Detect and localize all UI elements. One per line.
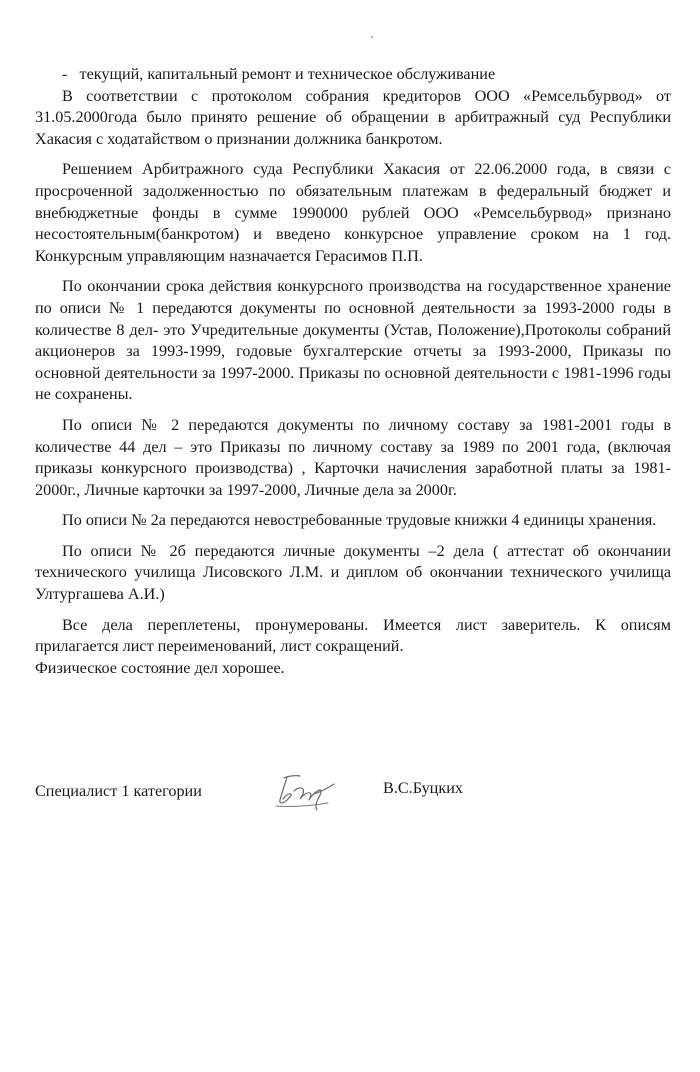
handwritten-signature (270, 770, 340, 816)
paragraph-inventory-2a: По описи № 2а передаются невостребованные трудовые книжки 4 единицы хранения. (62, 511, 657, 530)
paragraph-inventory-2b: По описи № 2б передаются личные документы –2 дела ( аттестат об окончании технического училища Лисовского Л.М. и диплом об окончании технического училища Ултургашева А.И.) (35, 541, 671, 604)
paragraph-creditors: В соответствии с протоколом собрания кредиторов ООО «Ремсельбурвод» от 31.05.2000года было принято решение об обращении в арбитражный суд Республики Хакасия с ходатайством о признании должника банкротом. (35, 86, 671, 148)
paragraph-condition: Физическое состояние дел хорошее. (35, 658, 285, 677)
paragraph-inventory-2: По описи № 2 передаются документы по личному составу за 1981-2001 годы в количестве 44 дел – это Приказы по личному составу за 1989 по 2001 года, (включая приказы конкурсного производства) , Карточки начисления заработной платы за 1981-2000г., Личные карточки за 1997-2000, Личные дела за 2000г. (35, 415, 671, 499)
scan-speck (371, 36, 373, 38)
bullet-line: - текущий, капитальный ремонт и техническое обслуживание (62, 65, 496, 83)
signer-title: Специалист 1 категории (35, 782, 202, 800)
document-body (35, 64, 671, 679)
paragraph-inventory-1: По окончании срока действия конкурсного производства на государственное хранение по описи № 1 передаются документы по основной деятельности за 1993-2000 годы в количестве 8 дел- это Учредительные документы (Устав, Положение),Протоколы собраний акционеров за 1993-1999, годовые бухгалтерские отчеты за 1993-2000, Приказы по основной деятельности за 1997-2000. Приказы по основной деятельности с 1981-1996 годы не сохранены. (35, 277, 671, 404)
paragraph-court-decision: Решением Арбитражного суда Республики Хакасия от 22.06.2000 года, в связи с просроченной задолженностью по обязательным платежам в федеральный бюджет и внебюджетные фонды в сумме 1990000 рублей ООО «Ремсельбурвод» признано несостоятельным(банкротом) и введено конкурсное управление сроком на 1 год. Конкурсным управляющим назначается Герасимов П.П. (35, 160, 671, 265)
signature-block (35, 770, 675, 830)
paragraph-binding: Все дела переплетены, пронумерованы. Имеется лист заверитель. К описям прилагается лист переименований, лист сокращений. (35, 615, 671, 656)
signer-name: В.С.Буцких (383, 779, 463, 797)
